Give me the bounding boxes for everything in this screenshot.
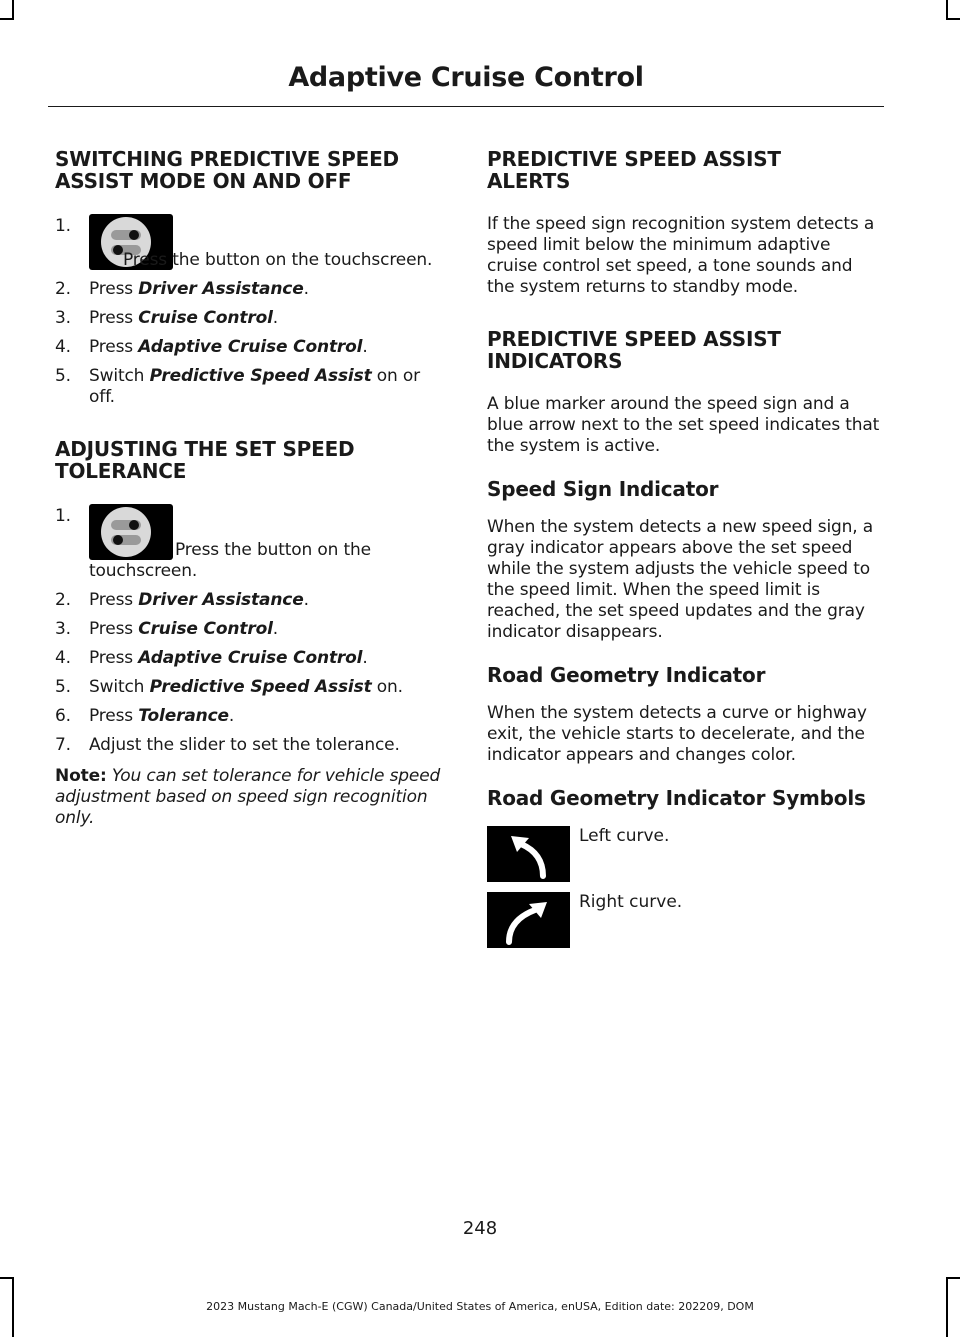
heading-line: ASSIST MODE ON AND OFF	[55, 169, 352, 193]
crop-mark	[0, 1277, 14, 1279]
step-item	[55, 648, 445, 669]
section-heading-tolerance	[55, 438, 445, 482]
crop-mark	[12, 0, 14, 18]
heading-line: TOLERANCE	[55, 459, 187, 483]
heading-line: INDICATORS	[487, 349, 623, 373]
step-text: Press	[89, 706, 139, 726]
crop-mark	[0, 18, 14, 20]
header-divider	[48, 106, 884, 107]
menu-item-name: Cruise Control	[138, 308, 273, 328]
menu-item-name: Tolerance	[138, 706, 229, 726]
step-text: .	[272, 308, 279, 328]
speed-sign-paragraph: When the system detects a new speed sign, a gray indicator appears above the set speed while the system adjusts the vehicle speed to the speed limit. When the speed limit is reached, the set speed updates and the gray indicator disappears.	[487, 517, 874, 642]
section-heading-switching	[55, 148, 445, 192]
menu-item-name: Adaptive Cruise Control	[138, 337, 363, 357]
right-curve-icon	[487, 892, 570, 948]
road-geometry-heading: Road Geometry Indicator	[487, 663, 766, 687]
step-text: Adjust the slider to set the tolerance.	[89, 735, 400, 755]
step-item	[55, 366, 445, 408]
step-number: 2.	[55, 590, 71, 610]
step-text: .	[228, 706, 235, 726]
menu-item-name: Adaptive Cruise Control	[138, 648, 363, 668]
crop-mark	[946, 0, 948, 18]
step-number: 3.	[55, 308, 71, 328]
section-heading-indicators	[487, 328, 882, 372]
step-item	[55, 590, 445, 611]
step-text: Press the button on the touchscreen.	[89, 540, 371, 581]
vehicle-settings-icon	[89, 504, 173, 560]
step-number: 4.	[55, 648, 71, 668]
step-text: Press	[89, 308, 139, 328]
step-item	[55, 677, 445, 698]
step-number: 1.	[55, 506, 71, 526]
footer: 2023 Mustang Mach-E (CGW) Canada/United States of America, enUSA, Edition date: 202209, DOM	[206, 1300, 754, 1313]
left-curve-icon	[487, 826, 570, 882]
step-text: Press	[89, 648, 139, 668]
step-text: Press the button on the touchscreen.	[123, 250, 433, 270]
step-text: Press	[89, 279, 139, 299]
step-item	[55, 504, 445, 582]
step-text: Press	[89, 619, 139, 639]
heading-line: PREDICTIVE SPEED ASSIST	[487, 327, 781, 351]
section-heading-alerts	[487, 148, 882, 192]
alerts-paragraph: If the speed sign recognition system detects a speed limit below the minimum adaptive cruise control set speed, a tone sounds and the system returns to standby mode.	[487, 214, 875, 297]
symbol-label: Right curve.	[579, 892, 683, 912]
symbol-row	[487, 826, 882, 882]
symbol-row	[487, 892, 882, 948]
right-column	[487, 148, 882, 958]
crop-mark	[946, 18, 960, 20]
note-label: Note:	[55, 766, 107, 786]
note-text: You can set tolerance for vehicle speed adjustment based on speed sign recognition only.	[55, 766, 441, 828]
step-item	[55, 308, 445, 329]
step-text: Press	[89, 590, 139, 610]
heading-line: ADJUSTING THE SET SPEED	[55, 437, 355, 461]
step-number: 6.	[55, 706, 71, 726]
heading-line: SWITCHING PREDICTIVE SPEED	[55, 147, 399, 171]
menu-item-name: Driver Assistance	[138, 590, 304, 610]
steps-list-switching	[55, 214, 445, 408]
step-item	[55, 735, 445, 756]
step-item	[55, 214, 445, 271]
note	[55, 766, 445, 829]
left-column	[55, 148, 445, 849]
step-number: 1.	[55, 216, 71, 236]
heading-line: PREDICTIVE SPEED ASSIST	[487, 147, 781, 171]
page-number: 248	[462, 1218, 498, 1239]
step-number: 3.	[55, 619, 71, 639]
symbols-heading: Road Geometry Indicator Symbols	[487, 786, 866, 810]
step-number: 2.	[55, 279, 71, 299]
step-text: on or off.	[89, 366, 421, 407]
step-number: 7.	[55, 735, 71, 755]
step-number: 5.	[55, 677, 71, 697]
indicators-paragraph: A blue marker around the speed sign and a blue arrow next to the set speed indicates that the system is active.	[487, 394, 880, 456]
step-item	[55, 706, 445, 727]
step-text: .	[272, 619, 279, 639]
step-text: .	[303, 590, 309, 610]
menu-item-name: Predictive Speed Assist	[149, 366, 372, 386]
menu-item-name: Cruise Control	[138, 619, 273, 639]
step-item	[55, 337, 445, 358]
menu-item-name: Driver Assistance	[138, 279, 304, 299]
page-header	[48, 62, 884, 93]
step-text: on.	[371, 677, 403, 697]
crop-mark	[946, 1277, 960, 1279]
steps-list-tolerance	[55, 504, 445, 756]
menu-item-name: Predictive Speed Assist	[149, 677, 372, 697]
step-number: 5.	[55, 366, 71, 386]
step-text: Press	[89, 337, 139, 357]
heading-line: ALERTS	[487, 169, 571, 193]
step-item	[55, 619, 445, 640]
step-text: .	[362, 337, 368, 357]
step-text: Switch	[89, 366, 150, 386]
step-text: .	[362, 648, 368, 668]
road-geometry-paragraph: When the system detects a curve or highway exit, the vehicle starts to decelerate, and the indicator appears and changes color.	[487, 703, 867, 765]
symbol-label: Left curve.	[579, 826, 670, 846]
step-number: 4.	[55, 337, 71, 357]
step-item	[55, 279, 445, 300]
speed-sign-heading: Speed Sign Indicator	[487, 477, 719, 501]
step-text: Switch	[89, 677, 150, 697]
page-title: Adaptive Cruise Control	[288, 62, 644, 93]
step-text: .	[303, 279, 309, 299]
